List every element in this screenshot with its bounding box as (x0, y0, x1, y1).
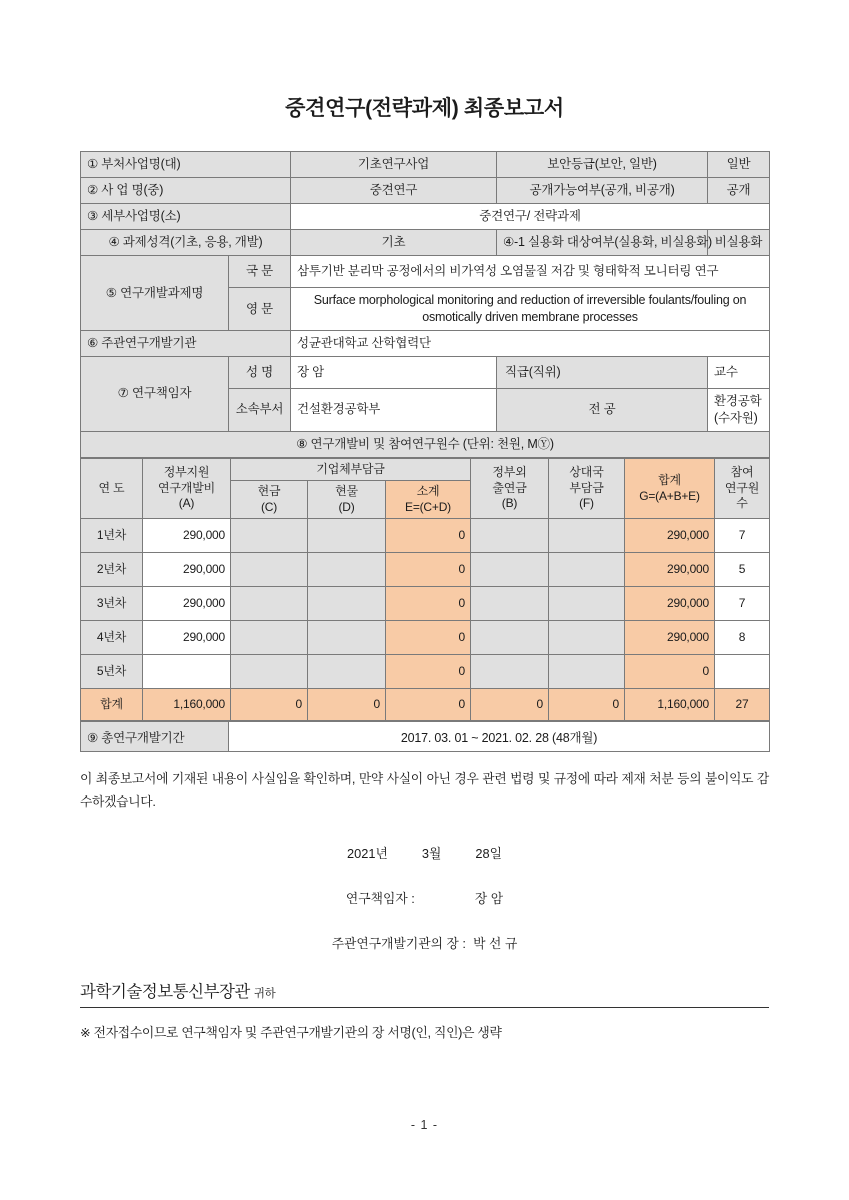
cell-researchers: 5 (715, 553, 770, 587)
cell-partner (549, 587, 625, 621)
table-row (81, 722, 770, 752)
signature-year: 2021년 (347, 846, 388, 862)
budget-total-row (81, 689, 770, 721)
gov-funding-line2: 연구개발비 (158, 480, 215, 495)
cell-subtotal: 0 (386, 553, 471, 587)
org-head-signature-line (80, 933, 769, 952)
gov-funding-line3: (A) (178, 496, 195, 511)
table-row (81, 431, 770, 457)
cell-total: 290,000 (625, 621, 715, 655)
program-name-label: ② 사 업 명(중) (81, 178, 291, 204)
cell-inkind (308, 519, 386, 553)
project-title-label: ⑤ 연구개발과제명 (81, 256, 229, 331)
pi-dept-label: 소속부서 (229, 388, 291, 431)
budget-header-row (81, 458, 770, 481)
total-cash: 0 (231, 689, 308, 721)
host-institution-label: ⑥ 주관연구개발기관 (81, 330, 291, 356)
col-header-inkind (308, 481, 386, 519)
budget-section-header: ⑧ 연구개발비 및 참여연구원수 (단위: 천원, MⓎ) (81, 431, 770, 457)
col-header-total (625, 458, 715, 519)
cell-nongov (471, 621, 549, 655)
project-type-label: ④ 과제성격(기초, 응용, 개발) (81, 230, 291, 256)
inkind-line1: 현물 (335, 484, 358, 499)
period-label: ⑨ 총연구개발기간 (81, 722, 229, 752)
table-row (81, 553, 770, 587)
cell-inkind (308, 587, 386, 621)
cell-nongov (471, 587, 549, 621)
table-row (81, 256, 770, 288)
electronic-submission-note: ※ 전자접수이므로 연구책임자 및 주관연구개발기관의 장 서명(인, 직인)은 생략 (80, 1025, 502, 1041)
cell-total: 0 (625, 655, 715, 689)
cell-researchers: 7 (715, 519, 770, 553)
cell-total: 290,000 (625, 519, 715, 553)
security-grade-label: 보안등급(보안, 일반) (497, 152, 708, 178)
researchers-line1: 참여 (730, 465, 754, 480)
nongov-line1: 정부외 (492, 465, 527, 480)
row-year: 4년차 (81, 621, 143, 655)
minister-addressee-row (80, 978, 769, 1008)
pi-label: ⑦ 연구책임자 (81, 356, 229, 431)
nongov-line2: 출연금 (492, 480, 527, 495)
security-grade-value: 일반 (708, 152, 770, 178)
korean-title-value: 삼투기반 분리막 공정에서의 비가역성 오염물질 저감 및 형태학적 모니터링 연구 (291, 256, 770, 288)
cell-gov-funding: 290,000 (143, 553, 231, 587)
page-number: - 1 - (410, 1118, 439, 1132)
nongov-line3: (B) (501, 496, 518, 511)
table-row (81, 204, 770, 230)
researchers-line2: 연구원수 (724, 480, 760, 511)
cell-gov-funding (143, 655, 231, 689)
cell-subtotal: 0 (386, 655, 471, 689)
partner-line3: (F) (579, 496, 594, 511)
pi-position-label: 직급(직위) (497, 356, 708, 388)
total-partner: 0 (549, 689, 625, 721)
pi-signature-line (80, 888, 769, 907)
col-header-researchers (715, 458, 770, 519)
cell-nongov (471, 519, 549, 553)
program-name-value: 중견연구 (291, 178, 497, 204)
total-row-label: 합계 (81, 689, 143, 721)
col-header-company-group: 기업체부담금 (231, 458, 471, 481)
row-year: 3년차 (81, 587, 143, 621)
cell-cash (231, 553, 308, 587)
research-period-table (80, 721, 770, 752)
project-type-value: 기초 (291, 230, 497, 256)
cell-nongov (471, 655, 549, 689)
cell-partner (549, 553, 625, 587)
cell-subtotal: 0 (386, 621, 471, 655)
total-line2: G=(A+B+E) (639, 488, 700, 503)
cell-cash (231, 587, 308, 621)
commercialization-label: ④-1 실용화 대상여부(실용화, 비실용화) (497, 230, 708, 256)
row-year: 5년차 (81, 655, 143, 689)
cell-total: 290,000 (625, 587, 715, 621)
pi-signature-name: 장 암 (474, 891, 504, 907)
cell-inkind (308, 621, 386, 655)
pledge-statement: 이 최종보고서에 기재된 내용이 사실임을 확인하며, 만약 사실이 아닌 경우 관련 법령 및 규정에 따라 제재 처분 등의 불이익도 감수하겠습니다. (80, 771, 769, 809)
ministry-program-label: ① 부처사업명(대) (81, 152, 291, 178)
inkind-line2: (D) (338, 499, 355, 514)
total-researchers: 27 (715, 689, 770, 721)
subtotal-line2: E=(C+D) (405, 499, 451, 514)
english-title-label: 영 문 (229, 288, 291, 331)
commercialization-value: 비실용화 (708, 230, 770, 256)
cell-partner (549, 655, 625, 689)
signature-month: 3월 (421, 846, 442, 862)
table-row (81, 356, 770, 388)
cell-researchers (715, 655, 770, 689)
disclosure-label: 공개가능여부(공개, 비공개) (497, 178, 708, 204)
cell-partner (549, 519, 625, 553)
cell-inkind (308, 655, 386, 689)
cell-cash (231, 519, 308, 553)
row-year: 2년차 (81, 553, 143, 587)
partner-line2: 부담금 (569, 480, 604, 495)
total-nongov: 0 (471, 689, 549, 721)
total-line1: 합계 (658, 472, 681, 487)
cash-line1: 현금 (257, 484, 281, 499)
pi-dept-value: 건설환경공학부 (291, 388, 497, 431)
cell-gov-funding: 290,000 (143, 519, 231, 553)
partner-line1: 상대국 (569, 465, 604, 480)
table-row (81, 621, 770, 655)
cell-gov-funding: 290,000 (143, 621, 231, 655)
total-inkind: 0 (308, 689, 386, 721)
cell-researchers: 8 (715, 621, 770, 655)
pi-major-label: 전 공 (497, 388, 708, 431)
signature-date (80, 843, 769, 862)
col-header-gov-funding (143, 458, 231, 519)
budget-table (80, 458, 770, 722)
host-institution-value: 성균관대학교 산학협력단 (291, 330, 770, 356)
cell-subtotal: 0 (386, 587, 471, 621)
cell-cash (231, 655, 308, 689)
row-year: 1년차 (81, 519, 143, 553)
pi-name-label: 성 명 (229, 356, 291, 388)
total-subtotal: 0 (386, 689, 471, 721)
org-head-label: 주관연구개발기관의 장 : (331, 936, 466, 952)
sub-program-label: ③ 세부사업명(소) (81, 204, 291, 230)
col-header-year: 연 도 (81, 458, 143, 519)
disclosure-value: 공개 (708, 178, 770, 204)
page-title: 중견연구(전략과제) 최종보고서 (285, 97, 564, 120)
total-gov-funding: 1,160,000 (143, 689, 231, 721)
table-row (81, 587, 770, 621)
cell-cash (231, 621, 308, 655)
cell-total: 290,000 (625, 553, 715, 587)
minister-suffix: 귀하 (253, 988, 276, 1001)
korean-title-label: 국 문 (229, 256, 291, 288)
pi-signature-label: 연구책임자 : (345, 891, 415, 907)
table-row (81, 330, 770, 356)
col-header-cash (231, 481, 308, 519)
period-value: 2017. 03. 01 ~ 2021. 02. 28 (48개월) (229, 722, 770, 752)
project-info-table (80, 151, 770, 458)
minister-title: 과학기술정보통신부장관 (80, 983, 250, 1002)
signature-day: 28일 (475, 846, 502, 862)
pi-name-value: 장 암 (291, 356, 497, 388)
subtotal-line1: 소계 (416, 484, 440, 499)
col-header-nongov (471, 458, 549, 519)
cell-subtotal: 0 (386, 519, 471, 553)
cell-partner (549, 621, 625, 655)
ministry-program-value: 기초연구사업 (291, 152, 497, 178)
pi-major-value: 환경공학 (수자원) (708, 388, 770, 431)
table-row (81, 178, 770, 204)
pi-position-value: 교수 (708, 356, 770, 388)
signature-block (80, 843, 769, 952)
cell-researchers: 7 (715, 587, 770, 621)
org-head-name: 박 선 규 (473, 936, 518, 952)
table-row (81, 230, 770, 256)
table-row (81, 152, 770, 178)
col-header-partner (549, 458, 625, 519)
table-row (81, 655, 770, 689)
cell-nongov (471, 553, 549, 587)
gov-funding-line1: 정부지원 (163, 465, 210, 480)
cell-inkind (308, 553, 386, 587)
table-row (81, 519, 770, 553)
cell-gov-funding: 290,000 (143, 587, 231, 621)
col-header-subtotal (386, 481, 471, 519)
sub-program-value: 중견연구/ 전략과제 (291, 204, 770, 230)
english-title-value: Surface morphological monitoring and reduction of irreversible foulants/fouling on osmotically driven membrane processes (291, 288, 770, 331)
total-sum: 1,160,000 (625, 689, 715, 721)
cash-line2: (C) (260, 499, 278, 514)
